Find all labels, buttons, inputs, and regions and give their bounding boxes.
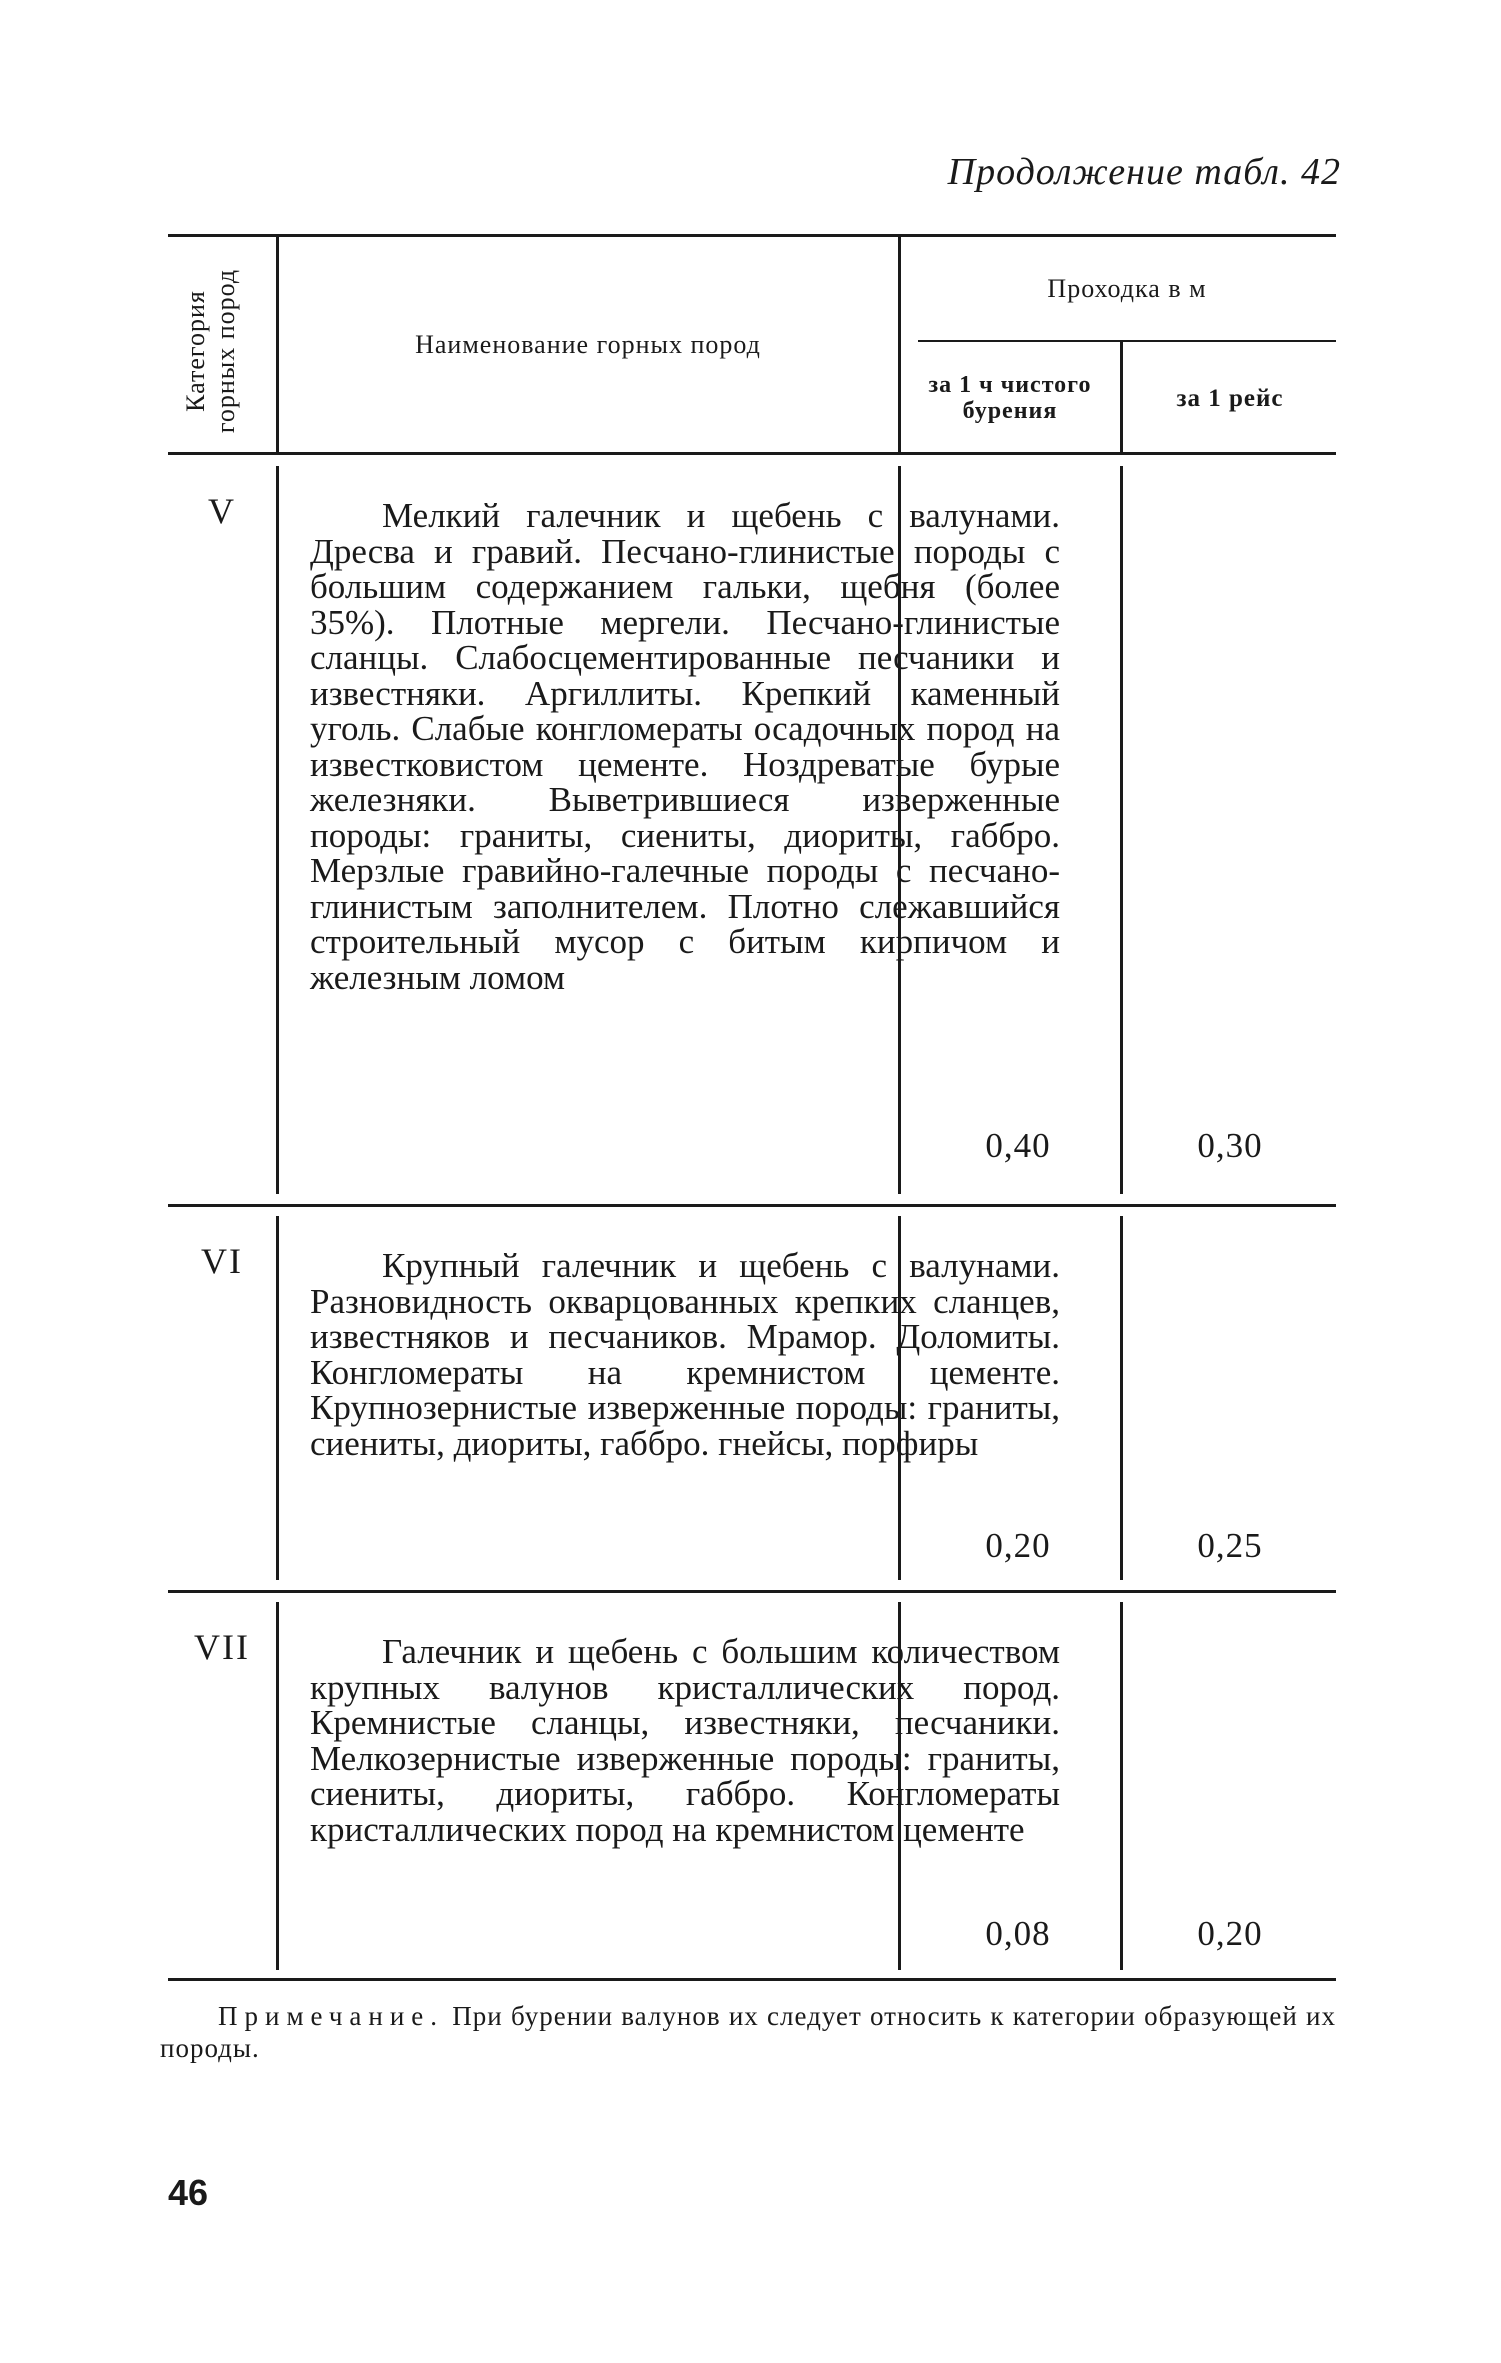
row-separator-rule <box>168 1204 1336 1207</box>
column-divider <box>276 1216 279 1580</box>
column-divider <box>276 234 279 454</box>
row-per-trip-value: 0,30 <box>1197 1126 1263 1165</box>
row-category: VII <box>194 1627 250 1667</box>
table-top-rule <box>168 234 1336 237</box>
penetration-subheader-rule <box>918 340 1336 342</box>
row-per-hour-value: 0,08 <box>985 1914 1051 1953</box>
table-footnote <box>160 2000 1336 2064</box>
table-continuation-label: Продолжение табл. 42 <box>947 151 1341 193</box>
column-divider <box>1120 1216 1123 1580</box>
header-rock-name: Наименование горных пород <box>415 330 761 359</box>
header-bottom-rule <box>168 452 1336 455</box>
row-separator-rule <box>168 1590 1336 1593</box>
row-category: VI <box>201 1241 243 1281</box>
column-divider <box>1120 340 1123 454</box>
header-category-label: Категория горных пород <box>181 268 240 434</box>
header-per-trip: за 1 рейс <box>1176 385 1284 412</box>
footnote-lead: Примечание. <box>218 2001 445 2031</box>
column-divider <box>1120 1602 1123 1970</box>
column-divider <box>1120 466 1123 1194</box>
row-description: Крупный галечник и щебень с валунами. Разновидность окварцованных крепких сланцев, известняков и песчаников. Мрамор. Доломиты. Конгломераты на кремнистом цементе. Крупнозернистые изверженные породы: граниты, сиениты, диориты, габбро. гнейсы, порфиры <box>310 1246 1060 1463</box>
header-per-hour: за 1 ч чистого бурения <box>928 372 1092 424</box>
column-divider <box>898 234 901 454</box>
row-description: Галечник и щебень с большим количеством крупных валунов кристаллических пород. Кремнистые сланцы, известняки, песчаники. Мелкозернистые изверженные породы: граниты, сиениты, диориты, габбро. Конгломераты кристаллических пород на кремнистом цементе <box>310 1632 1060 1849</box>
column-divider <box>276 1602 279 1970</box>
row-per-trip-value: 0,25 <box>1197 1526 1263 1565</box>
row-category: V <box>208 491 236 531</box>
header-category <box>176 246 246 456</box>
row-per-trip-value: 0,20 <box>1197 1914 1263 1953</box>
header-penetration: Проходка в м <box>1047 274 1207 303</box>
footnote-text: При бурении валунов их следует относить к категории образующей их породы. <box>160 2001 1336 2063</box>
row-description: Мелкий галечник и щебень с валунами. Дресва и гравий. Песчано-глинистые породы с большим содержанием гальки, щебня (более 35%). Плотные мергели. Песчано-глинистые сланцы. Слабосцементированные песчаники и известняки. Аргиллиты. Крепкий каменный уголь. Слабые конгломераты осадочных пород на известковистом цементе. Ноздреватые бурые железняки. Выветрившиеся изверженные породы: граниты, сиениты, диориты, габбро. Мерзлые гравийно-галечные породы с песчано-глинистым заполнителем. Плотно слежавшийся строительный мусор с битым кирпичом и железным ломом <box>310 496 1060 997</box>
table-bottom-rule <box>168 1978 1336 1981</box>
row-per-hour-value: 0,20 <box>985 1526 1051 1565</box>
row-per-hour-value: 0,40 <box>985 1126 1051 1165</box>
page-number: 46 <box>168 2172 209 2213</box>
column-divider <box>276 466 279 1194</box>
